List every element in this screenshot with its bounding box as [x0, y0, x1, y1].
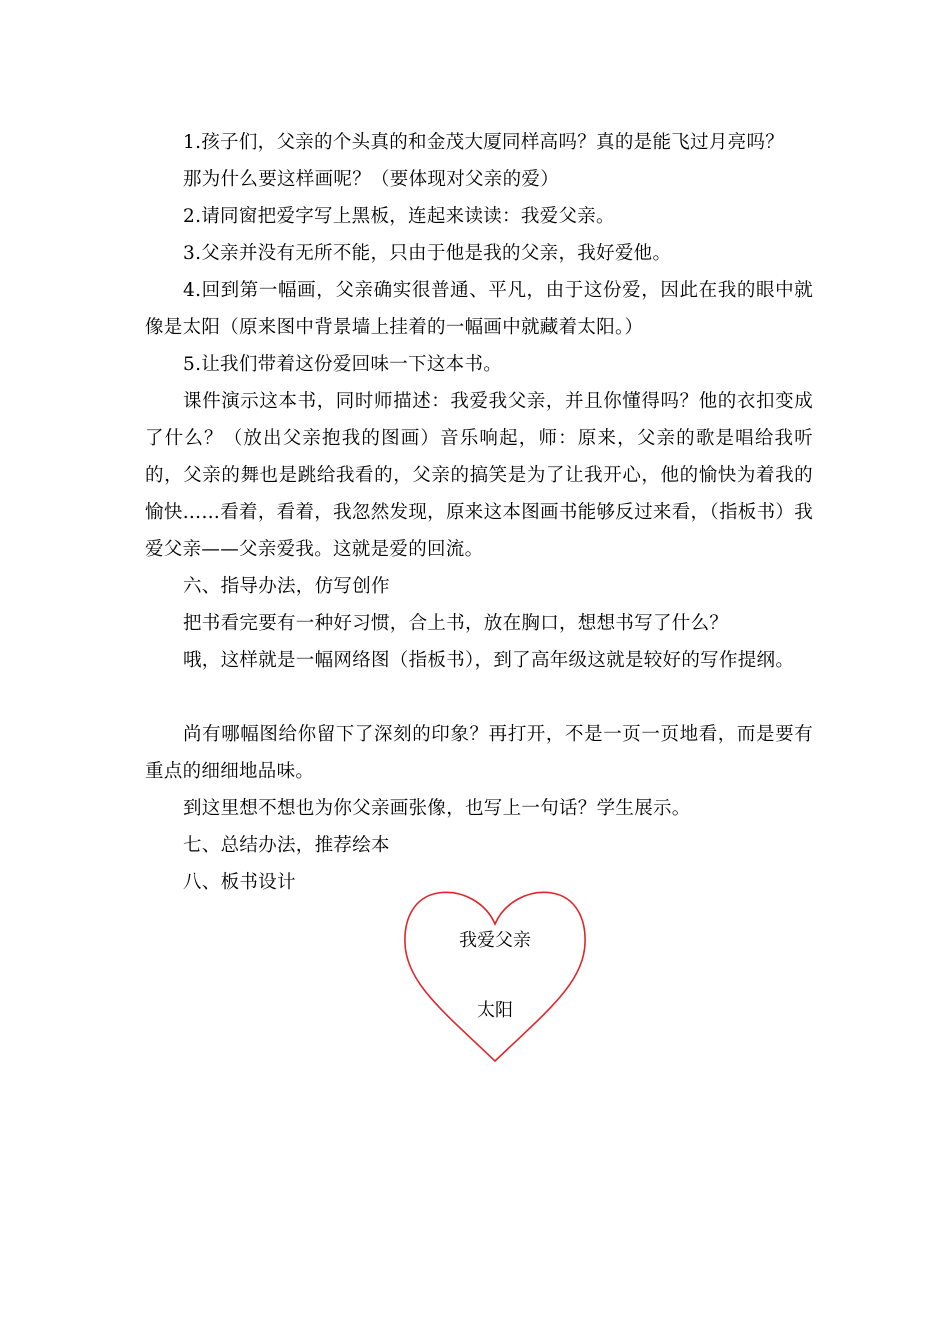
paragraph: 1.孩子们，父亲的个头真的和金茂大厦同样高吗？真的是能飞过月亮吗？ [183, 132, 785, 153]
board-design-heart [400, 883, 590, 1065]
lesson-text [145, 124, 813, 901]
section-heading: 七、总结办法，推荐绘本 [183, 835, 390, 856]
board-text-sun: 太阳 [477, 1000, 513, 1021]
section-heading: 六、指导办法，仿写创作 [183, 576, 390, 597]
paragraph: 哦，这样就是一幅网络图（指板书），到了高年级这就是较好的写作提纲。 [183, 650, 795, 671]
paragraph: 到这里想不想也为你父亲画张像，也写上一句话？学生展示。 [183, 798, 691, 819]
paragraph: 课件演示这本书，同时师描述：我爱我父亲，并且你懂得吗？他的衣扣变成了什么？（放出父亲抱我的图画）音乐响起，师：原来，父亲的歌是唱给我听的，父亲的舞也是跳给我看的，父亲的搞笑是为了让我开心，他的愉快为着我的愉快……看着，看着，我忽然发现，原来这本图画书能够反过来看，（指板书）我爱父亲——父亲爱我。这就是爱的回流。 [145, 391, 813, 560]
paragraph: 5.让我们带着这份爱回味一下这本书。 [183, 354, 503, 375]
paragraph: 尚有哪幅图给你留下了深刻的印象？再打开，不是一页一页地看，而是要有重点的细细地品味。 [145, 724, 813, 782]
paragraph: 那为什么要这样画呢？（要体现对父亲的爱） [183, 169, 560, 190]
paragraph: 3.父亲并没有无所不能，只由于他是我的父亲，我好爱他。 [183, 243, 672, 264]
paragraph: 把书看完要有一种好习惯，合上书，放在胸口，想想书写了什么？ [183, 613, 729, 634]
board-text-love-father: 我爱父亲 [459, 930, 531, 951]
paragraph: 2.请同窗把爱字写上黑板，连起来读读：我爱父亲。 [183, 206, 615, 227]
heart-shape [400, 883, 590, 1065]
paragraph: 4.回到第一幅画，父亲确实很普通、平凡，由于这份爱，因此在我的眼中就像是太阳（原来图中背景墙上挂着的一幅画中就藏着太阳。） [145, 280, 813, 338]
heart-outline [405, 892, 585, 1061]
blank-line [145, 679, 813, 716]
section-heading: 八、板书设计 [183, 872, 296, 893]
